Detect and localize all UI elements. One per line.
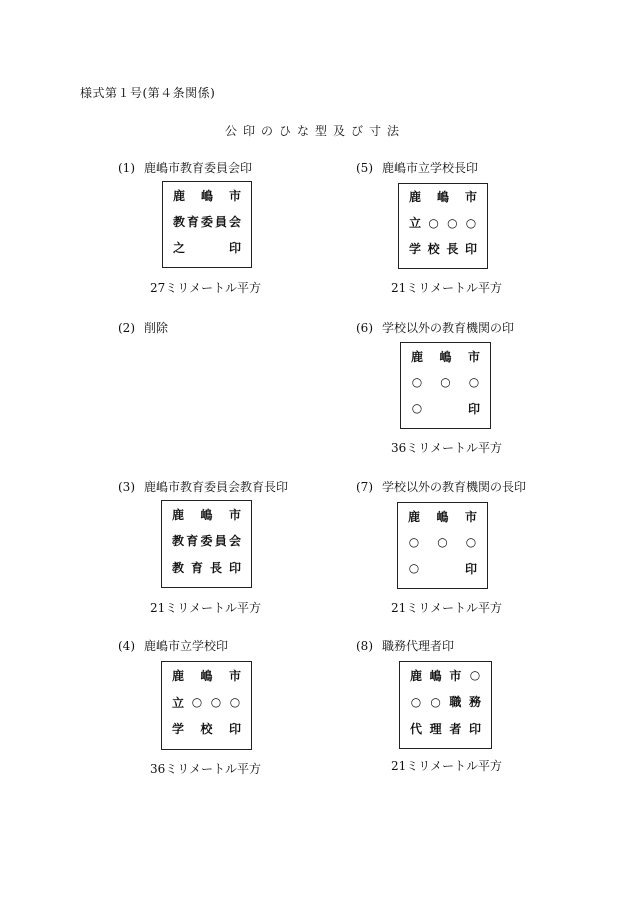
seal-char: 印 <box>468 721 481 736</box>
seal-char: 教 <box>173 214 186 229</box>
item-name: 鹿嶋市立学校長印 <box>382 161 479 175</box>
seal-char: 市 <box>228 507 241 522</box>
seal-char: 委 <box>200 214 213 229</box>
seal-char: 務 <box>468 695 481 710</box>
seal-char: ○ <box>408 561 420 576</box>
seal-char: 印 <box>228 560 241 575</box>
item-name: 鹿嶋市教育委員会印 <box>144 161 253 175</box>
seal-char: 鹿 <box>173 188 186 203</box>
seal-4 <box>161 661 252 750</box>
item-number: (8) <box>356 639 373 653</box>
seal-char: ○ <box>465 215 477 230</box>
seal-row <box>408 508 477 524</box>
seal-char: ○ <box>229 695 241 710</box>
seal-6-size: 36ミリメートル平方 <box>391 441 503 455</box>
seal-5 <box>398 183 488 269</box>
seal-char: 職 <box>449 695 462 710</box>
seal-char: ○ <box>440 375 451 390</box>
seal-row <box>172 694 241 710</box>
item-number: (5) <box>356 161 373 175</box>
seal-row <box>409 241 477 257</box>
seal-char: 嶋 <box>200 668 213 683</box>
seal-row <box>172 506 241 522</box>
seal-char: 鹿 <box>172 668 185 683</box>
seal-char: 市 <box>228 188 241 203</box>
seal-row <box>172 533 241 549</box>
item-name: 鹿嶋市教育委員会教育長印 <box>144 480 289 494</box>
seal-char: 立 <box>172 695 185 710</box>
seal-char: ○ <box>469 668 481 683</box>
seal-char: 嶋 <box>200 507 213 522</box>
seal-char: 印 <box>228 722 241 737</box>
seal-char: 委 <box>200 534 213 549</box>
item-name: 鹿嶋市立学校印 <box>144 639 229 653</box>
seal-char: 嶋 <box>439 349 452 364</box>
seal-row <box>409 215 477 231</box>
seal-char: 会 <box>228 214 241 229</box>
seal-row <box>172 559 241 575</box>
seal-1 <box>162 181 252 268</box>
seal-char: 嶋 <box>436 509 449 524</box>
seal-char: 鹿 <box>410 668 423 683</box>
seal-char: ○ <box>437 535 448 550</box>
seal-char: 育 <box>186 534 199 549</box>
item-name: 学校以外の教育機関の印 <box>382 321 515 335</box>
seal-8-size: 21ミリメートル平方 <box>391 759 503 773</box>
item-4-heading <box>118 637 228 654</box>
seal-char: ○ <box>191 695 203 710</box>
seal-row <box>408 534 477 550</box>
seal-char: 嶋 <box>436 190 449 205</box>
seal-row <box>409 189 477 205</box>
document-title: 公印のひな型及び寸法 <box>224 124 405 138</box>
seal-char: 印 <box>467 401 480 416</box>
seal-char: 員 <box>214 214 227 229</box>
seal-char: 市 <box>449 668 462 683</box>
seal-char: ○ <box>430 694 441 709</box>
item-name: 削除 <box>144 321 169 335</box>
seal-char: 市 <box>464 509 477 524</box>
seal-char: ○ <box>428 215 439 230</box>
item-number: (6) <box>356 321 373 335</box>
item-name: 職務代理者印 <box>382 639 455 653</box>
seal-char: 市 <box>467 349 480 364</box>
seal-char: 市 <box>464 190 477 205</box>
seal-char: ○ <box>408 535 420 550</box>
seal-char: 立 <box>409 216 422 231</box>
item-6-heading <box>356 319 514 336</box>
seal-char: 学 <box>172 722 185 737</box>
seal-char: ○ <box>411 375 423 390</box>
seal-char: ○ <box>411 401 423 416</box>
seal-3 <box>161 500 252 588</box>
seal-char: 校 <box>427 242 440 256</box>
seal-char: 長 <box>446 242 459 256</box>
seal-char: 鹿 <box>409 190 422 205</box>
seal-char: 育 <box>190 560 203 575</box>
seal-char: 長 <box>209 560 222 575</box>
seal-row <box>411 400 480 416</box>
seal-char: 嶋 <box>429 668 442 683</box>
seal-char: 学 <box>409 242 422 256</box>
seal-char: 嶋 <box>200 188 213 203</box>
seal-char: 印 <box>228 240 241 255</box>
seal-char: ○ <box>468 375 480 390</box>
form-label: 様式第１号(第４条関係) <box>80 86 216 100</box>
item-5-heading <box>356 159 478 176</box>
seal-char: 理 <box>429 721 442 736</box>
seal-char: 印 <box>464 561 477 576</box>
seal-char: 校 <box>200 722 213 737</box>
seal-5-size: 21ミリメートル平方 <box>391 281 503 295</box>
seal-char: ○ <box>410 694 422 709</box>
seal-char: 鹿 <box>408 509 421 524</box>
seal-row <box>172 667 241 683</box>
seal-char: 育 <box>186 214 199 229</box>
seal-4-size: 36ミリメートル平方 <box>150 762 262 776</box>
seal-char: ○ <box>210 695 222 710</box>
seal-char: ○ <box>465 535 477 550</box>
seal-row <box>173 213 241 229</box>
seal-row <box>411 348 480 364</box>
seal-char: ○ <box>447 215 458 230</box>
seal-7-size: 21ミリメートル平方 <box>391 601 503 615</box>
item-1-heading <box>118 159 252 176</box>
seal-char: 印 <box>464 242 477 256</box>
item-8-heading <box>356 637 454 654</box>
seal-char: 鹿 <box>411 349 424 364</box>
seal-row <box>411 374 480 390</box>
seal-row <box>173 187 241 203</box>
item-number: (2) <box>118 321 135 335</box>
seal-row <box>410 694 481 710</box>
item-number: (3) <box>118 480 135 494</box>
seal-char: 鹿 <box>172 507 185 522</box>
seal-char: 教 <box>172 534 185 549</box>
seal-char: 代 <box>410 721 423 736</box>
seal-char: 之 <box>173 240 186 255</box>
seal-3-size: 21ミリメートル平方 <box>150 601 262 615</box>
item-number: (1) <box>118 161 135 175</box>
seal-char: 会 <box>228 534 241 549</box>
seal-char: 員 <box>214 534 227 549</box>
seal-row <box>408 560 477 576</box>
seal-8 <box>399 661 492 749</box>
item-number: (4) <box>118 639 135 653</box>
seal-row <box>173 239 241 255</box>
seal-7 <box>397 502 488 589</box>
seal-row <box>410 667 481 683</box>
seal-1-size: 27ミリメートル平方 <box>150 281 262 295</box>
item-number: (7) <box>356 480 373 494</box>
seal-row <box>172 721 241 737</box>
seal-char: 教 <box>172 560 185 575</box>
item-name: 学校以外の教育機関の長印 <box>382 480 527 494</box>
seal-6 <box>400 342 491 429</box>
item-7-heading <box>356 478 526 495</box>
seal-char: 市 <box>228 668 241 683</box>
seal-row <box>410 720 481 736</box>
item-2-heading <box>118 319 168 336</box>
item-3-heading <box>118 478 288 495</box>
seal-char: 者 <box>449 721 462 736</box>
